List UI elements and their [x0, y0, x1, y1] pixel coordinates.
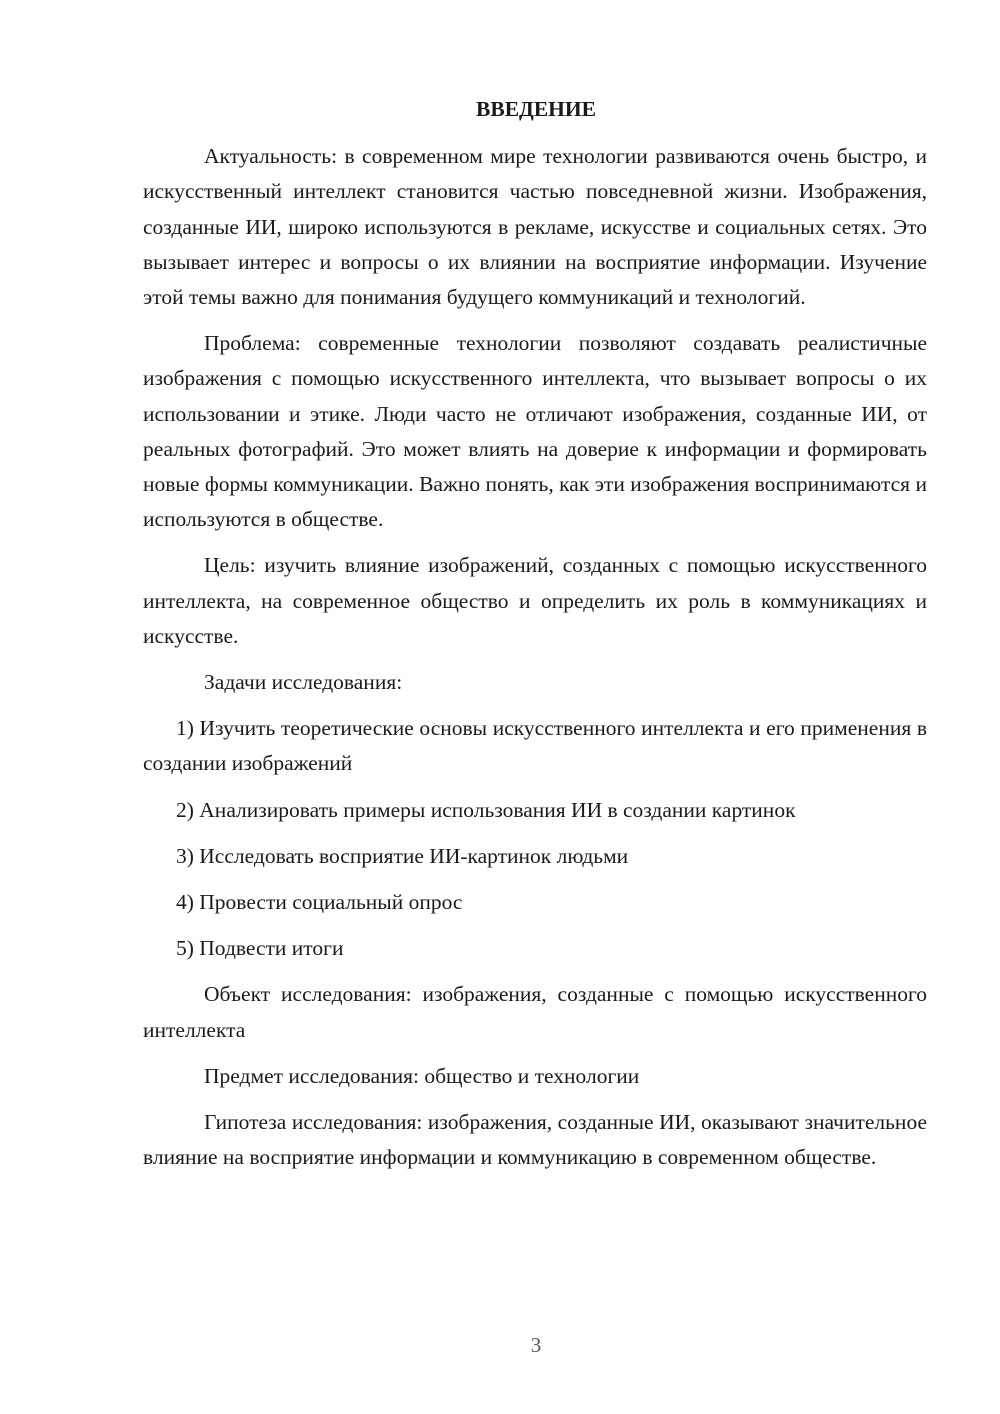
list-item: 3) Исследовать восприятие ИИ-картинок людьми [176, 843, 629, 868]
list-item: 2) Анализировать примеры использования ИИ в создании картинок [176, 797, 796, 822]
hypothesis-paragraph: Гипотеза исследования: изображения, созданные ИИ, оказывают значительное влияние на восприятие информации и коммуникацию в современном обществе. [143, 1110, 927, 1170]
object-paragraph: Объект исследования: изображения, созданные с помощью искусственного интеллекта [143, 982, 927, 1042]
tasks-heading: Задачи исследования: [204, 670, 403, 695]
subject-paragraph: Предмет исследования: общество и технологии [204, 1063, 640, 1088]
list-item: 4) Провести социальный опрос [176, 890, 463, 915]
document-page [143, 92, 927, 1175]
page-title: ВВЕДЕНИЕ [476, 97, 596, 121]
page-number: 3 [530, 1333, 542, 1357]
list-item: 5) Подвести итоги [176, 936, 344, 961]
relevance-paragraph: Актуальность: в современном мире технологии развиваются очень быстро, и искусственный интеллект становится частью повседневной жизни. Изображения, созданные ИИ, широко используются в рекламе, искусстве и социальных сетях. Это вызывает интерес и вопросы о их влиянии на восприятие информации. Изучение этой темы важно для понимания будущего коммуникаций и технологий. [143, 144, 927, 310]
list-item: 1) Изучить теоретические основы искусственного интеллекта и его применения в создании изображений [143, 716, 927, 776]
goal-paragraph: Цель: изучить влияние изображений, созданных с помощью искусственного интеллекта, на современное общество и определить их роль в коммуникациях и искусстве. [143, 553, 927, 648]
problem-paragraph: Проблема: современные технологии позволяют создавать реалистичные изображения с помощью искусственного интеллекта, что вызывает вопросы о их использовании и этике. Люди часто не отличают изображения, созданные ИИ, от реальных фотографий. Это может влиять на доверие к информации и формировать новые формы коммуникации. Важно понять, как эти изображения воспринимаются и используются в обществе. [143, 331, 927, 532]
